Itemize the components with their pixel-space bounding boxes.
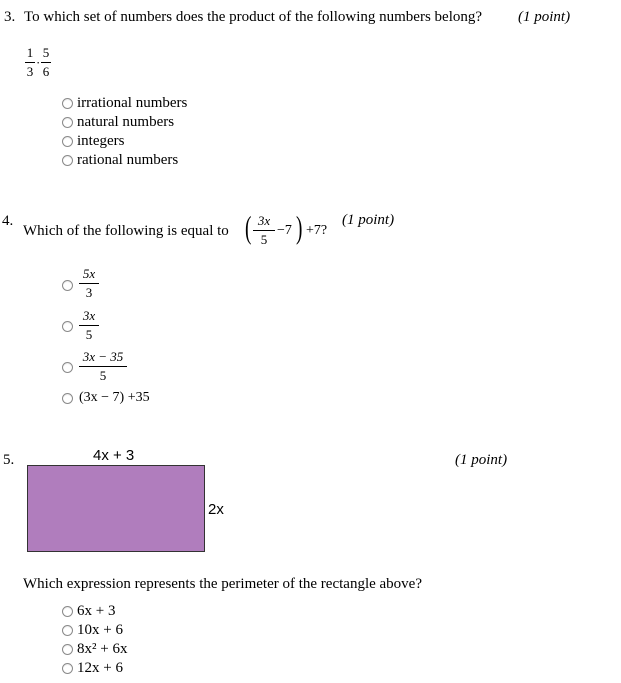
q3-fraction-1: [25, 46, 35, 79]
q3-option-1-radio[interactable]: [62, 98, 73, 109]
q4-option-3-num: 3x − 35: [82, 349, 124, 364]
q3-number: 3.: [4, 9, 16, 25]
rect-side-label: 2x: [208, 501, 224, 518]
q4-option-4-radio[interactable]: [62, 393, 73, 404]
q4-expr-fraction: [253, 214, 275, 247]
q4-points: (1 point): [342, 212, 395, 228]
q3-dot: ·: [36, 55, 41, 70]
q4-option-3-fraction: [79, 350, 127, 383]
q5-number: 5.: [3, 452, 15, 468]
q4-option-1-num: 5x: [82, 266, 96, 281]
rect-top-label: 4x + 3: [93, 447, 135, 464]
q5-option-3-radio[interactable]: [62, 644, 73, 655]
q3-option-3-radio[interactable]: [62, 136, 73, 147]
q4-option-1-den: 3: [85, 285, 93, 300]
q5-question: Which expression represents the perimeter of the rectangle above?: [23, 576, 422, 592]
q3-fraction-1-num: 1: [26, 45, 34, 60]
q5-option-3-label: 8x² + 6x: [77, 641, 128, 657]
q5-option-2-radio[interactable]: [62, 625, 73, 636]
q4-option-2-radio[interactable]: [62, 321, 73, 332]
rectangle-diagram: [27, 465, 205, 552]
q3-option-4-label: rational numbers: [77, 152, 179, 168]
q4-option-4-label: (3x − 7) +35: [79, 390, 150, 405]
q4-option-3-den: 5: [99, 368, 107, 383]
q3-option-3-label: integers: [77, 133, 125, 149]
q4-expr-den: 5: [260, 232, 268, 247]
q3-fraction-2-num: 5: [42, 45, 50, 60]
q4-option-2-fraction: [79, 309, 99, 342]
q3-option-2-radio[interactable]: [62, 117, 73, 128]
q4-number: 4.: [2, 213, 14, 229]
q5-option-1-label: 6x + 3: [77, 603, 116, 619]
q3-option-1-label: irrational numbers: [77, 95, 188, 111]
q4-rparen: ): [296, 209, 303, 245]
q3-fraction-2: [41, 46, 51, 79]
q4-expr-num: 3x: [257, 213, 271, 228]
q4-lparen: (: [245, 209, 252, 245]
q4-option-1-fraction: [79, 267, 99, 300]
q3-fraction-2-den: 6: [42, 64, 50, 79]
q3-fraction-1-den: 3: [26, 64, 34, 79]
q4-expr-minus7: −7: [277, 223, 292, 238]
q3-question: To which set of numbers does the product of the following numbers belong?: [24, 9, 483, 25]
q5-option-2-label: 10x + 6: [77, 622, 123, 638]
q3-points: (1 point): [518, 9, 571, 25]
q4-option-3-radio[interactable]: [62, 362, 73, 373]
q3-option-2-label: natural numbers: [77, 114, 175, 130]
q5-points: (1 point): [455, 452, 508, 468]
q4-question: Which of the following is equal to: [23, 223, 229, 239]
q5-option-1-radio[interactable]: [62, 606, 73, 617]
q4-option-2-den: 5: [85, 327, 93, 342]
q4-option-1-radio[interactable]: [62, 280, 73, 291]
q4-expr-tail: +7?: [306, 223, 328, 238]
q5-option-4-label: 12x + 6: [77, 660, 123, 676]
q5-option-4-radio[interactable]: [62, 663, 73, 674]
q3-option-4-radio[interactable]: [62, 155, 73, 166]
q4-option-2-num: 3x: [82, 308, 96, 323]
